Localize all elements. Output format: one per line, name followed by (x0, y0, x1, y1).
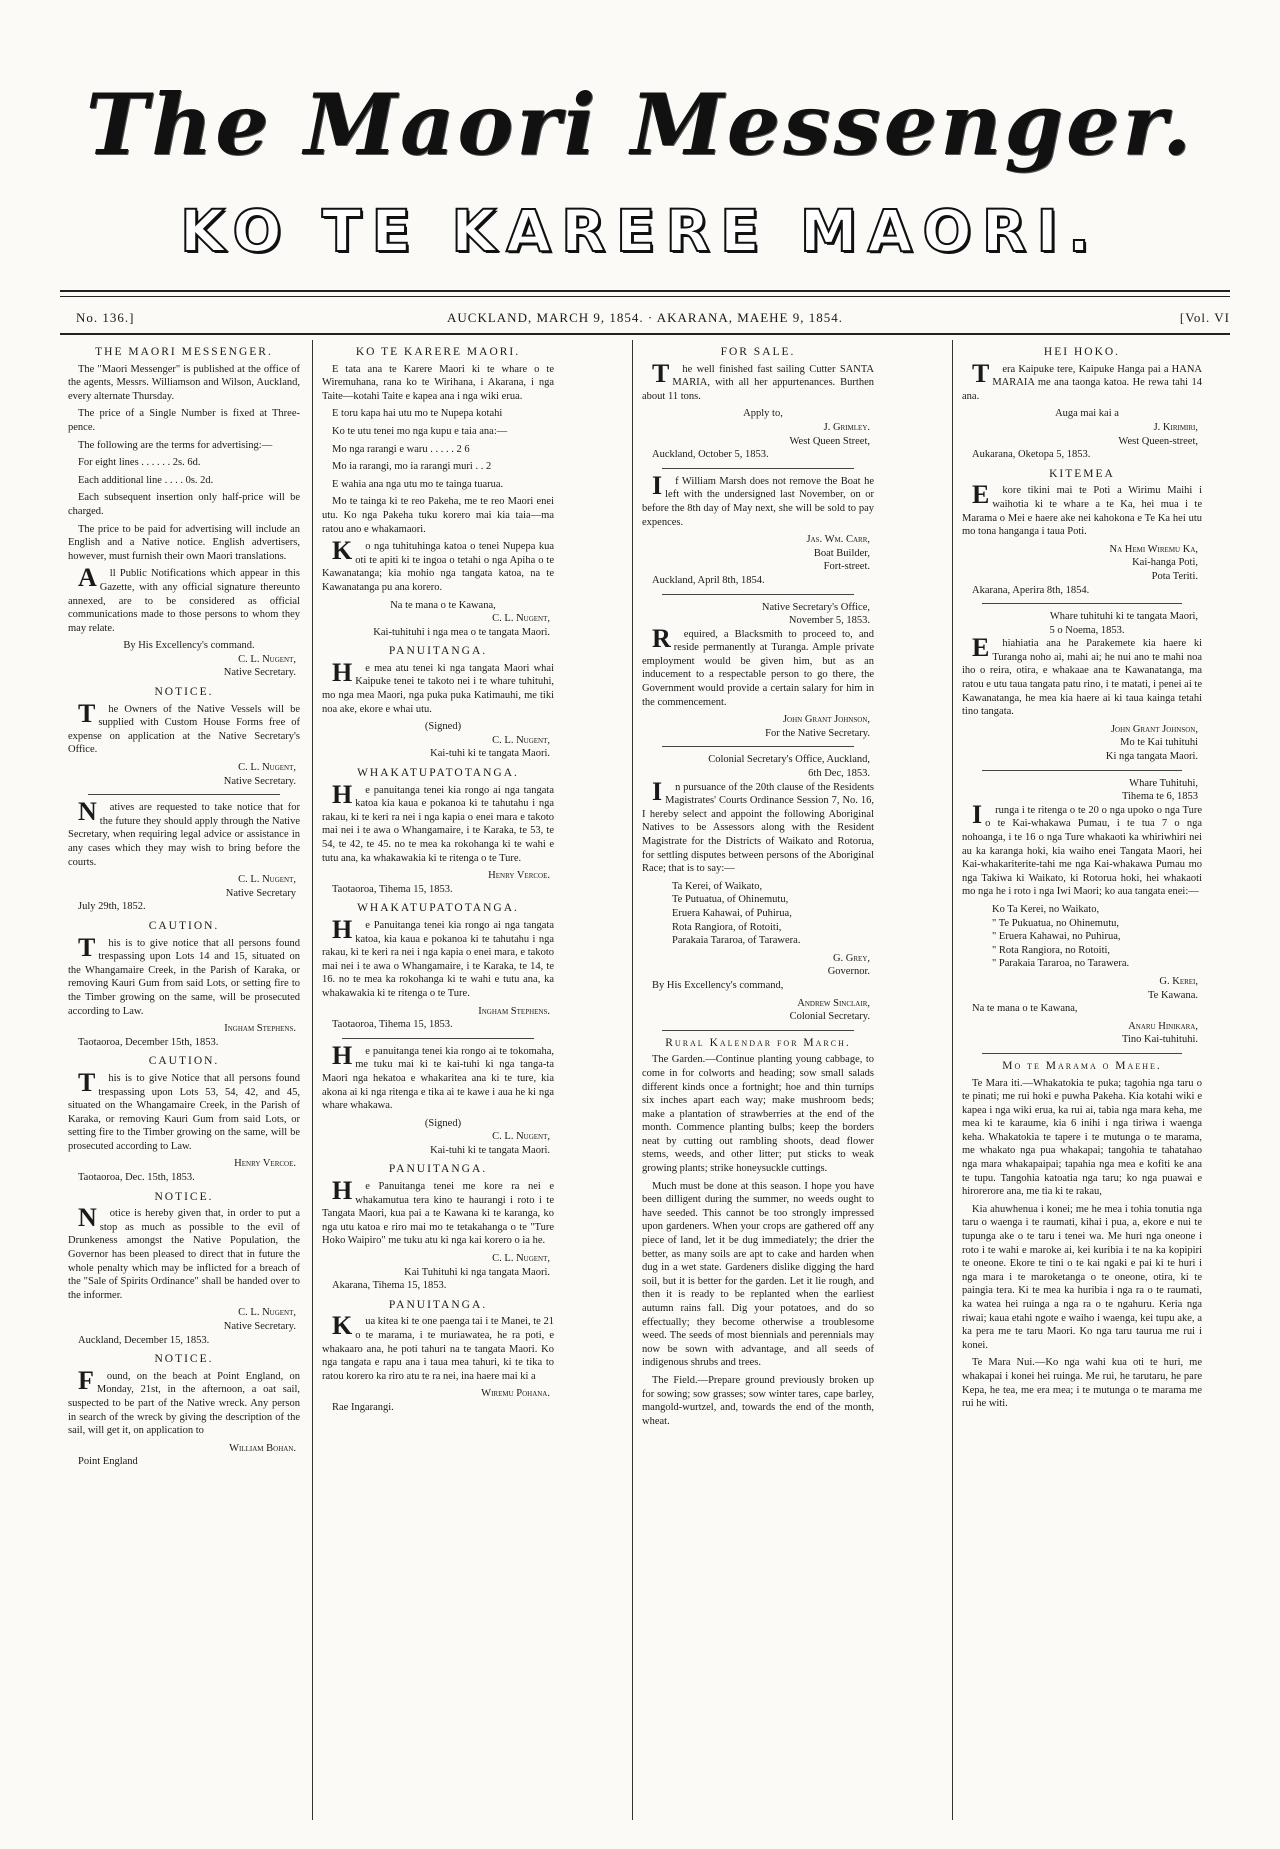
office-line: Colonial Secretary's Office, Auckland, (708, 754, 870, 766)
column-3 (642, 340, 874, 1820)
masthead-rule (60, 290, 1230, 292)
separator (662, 1030, 854, 1031)
signature-title: Fort-street. (823, 561, 870, 573)
paragraph: The "Maori Messenger" is published at the office of the agents, Messrs. Williamson and Wilson, Auckland, every alternate Thursday. (68, 363, 300, 402)
issue-date: AUCKLAND, MARCH 9, 1854. · AKARANA, MAEHE 9, 1854. (447, 310, 843, 325)
office-line: Native Secretary's Office, (761, 601, 870, 613)
assessor-list (992, 903, 1202, 971)
separator (662, 468, 854, 469)
list-item: Ta Kerei, of Waikato, (672, 880, 763, 892)
separator (982, 770, 1182, 771)
office-date: Tihema te 6, 1853 (1121, 791, 1198, 803)
paragraph: Irunga i te ritenga o te 20 o nga upoko o nga Ture o te Kai-whakawa Pumau, i te tua 7 o nga nohoanga, i te 16 o nga Ture whakaoti ka whiriwhiri nei au ka karanga hoki, kia waiho enei Tangata Maori, hei Kai-whakariterite-tahi me nga Kai-whakawa Pumau mo nga Takiwa ki Waikato, ki Rotorua hoki, hei whakaoti mo nga he i roto i nga Iwi Maori; ko aua tangata enei:— (962, 799, 1202, 898)
column-4 (962, 340, 1202, 1820)
command-line: By His Excellency's command. (123, 640, 255, 652)
paragraph: He mea atu tenei ki nga tangata Maori whai Kaipuke tenei te takoto nei i te whare tuhituhi, mo nga mea Maori, nga puka puka Katimauhi, me tiki noa ake, ekore e whai utu. (322, 657, 554, 715)
paragraph: The Owners of the Native Vessels will be supplied with Custom House Forms free of expense on application at the Native Secretary's Office. (68, 698, 300, 756)
signature: C. L. Nugent, (238, 1307, 296, 1319)
office-line: Whare tuhituhi ki te tangata Maori, (1049, 611, 1198, 623)
signature: Wiremu Pohana. (481, 1388, 550, 1400)
signature-title: Tino Kai-tuhituhi. (1121, 1034, 1198, 1046)
issue-number: No. 136.] (76, 310, 135, 325)
signature: Na Hemi Wiremu Ka, (1109, 543, 1198, 555)
signature: C. L. Nugent, (238, 762, 296, 774)
heading: HEI HOKO. (1043, 346, 1121, 358)
signature-title: Ki nga tangata Maori. (1105, 751, 1198, 763)
paragraph: This is to give notice that all persons found trespassing upon Lots 14 and 15, situated on the Whangamaire Creek, in the Parish of Karaka, or removing Kauri Gum from said Lots, or setting fire to the Timber growing on the same, will be prosecuted according to Law. (68, 932, 300, 1017)
heading: NOTICE. (154, 1190, 214, 1203)
signature: John Grant Johnson, (1110, 723, 1198, 735)
dateline (60, 306, 1230, 330)
signature: Ingham Stephens. (224, 1023, 296, 1035)
paragraph: Te Mara Nui.—Ko nga wahi kua oti te huri, me whakapai i konei hei ruinga. Me rui, he tarutaru, he pare Kepa, he tea, me era mea; i te mutunga o te marama me rui he witi. (962, 1357, 1202, 1410)
rate-line: Each additional line . . . . 0s. 2d. (78, 474, 214, 486)
paragraph: E wahia ana nga utu mo te tainga tuarua. (332, 478, 504, 490)
paragraph: The following are the terms for advertising:— (78, 439, 273, 451)
signature-title: Governor. (827, 966, 870, 978)
signature-title: Pota Teriti. (1151, 570, 1198, 582)
signature: Henry Vercoe. (234, 1158, 296, 1170)
signature: C. L. Nugent, (492, 1253, 550, 1265)
paragraph: Mo te tainga ki te reo Pakeha, me te reo Maori enei utu. Ko nga Pakeha tuku korero mai kia taia—ma ratou ano e whakamaori. (322, 496, 554, 535)
signature: Anaru Hinikara, (1128, 1020, 1198, 1032)
paragraph: Kia ahuwhenua i konei; me he mea i tohia tonutia nga taru o waenga i te raumati, kihai i pua, a, ekore e nui te tupunga ake o te taru i tenei wa. Me huri nga oneone i roto i te wahi e maroke ai, kei kuribia i te na ka kopipiri te oneone. Ekore te tini o te kai ngaki e pai ki te huri i nga mara i te maroketanga o te oneone, otira, ki te paingia tera. Ki te mea ka huribia i nga ra o te raumati, ka watea hei ruinga a nga ra o te ngahuru. Keria nga riwai; kaua etahi ngote e waiho i waenga, kei tupu ake, a ka pera me te taru Maori. Ko nga taru taurua me rui i konei. (962, 1203, 1202, 1351)
date-line: Auckland, October 5, 1853. (652, 449, 769, 461)
date-line: Akarana, Aperira 8th, 1854. (972, 584, 1090, 596)
separator (88, 794, 280, 795)
signature-title: Mo te Kai tuhituhi (1120, 737, 1198, 749)
signature: Andrew Sinclair, (797, 997, 870, 1009)
masthead-rule-thin (60, 296, 1230, 297)
list-item: Rota Rangiora, of Rotoiti, (672, 921, 782, 933)
heading: PANUITANGA. (388, 645, 488, 658)
date-line: Taotaoroa, Tihema 15, 1853. (332, 1019, 453, 1031)
paragraph: Much must be done at this season. I hope you have been dilligent during the summer, no weeds ought to have seeded. This cannot be too strongly impressed upon gardeners. When your crops are gathered off any piece of land, let it be dug immediately; the drier the better, as many soils are apt to cake and harden when dug in a wet state. Gardeners dislike digging the hard soil, but it is better for the garden. Let it lie rough, and then it is ready to be replanted when the earliest autumn rains fall. Dig your potatoes, and do so effectually; they become otherwise a troublesome weed. The seeds of most biennials and perennials may now be sown with advantage, and all seeds of indigenous shrubs and trees. (642, 1180, 874, 1369)
paragraph: Kua kitea ki te one paenga tai i te Manei, te 21 o te marama, i te muriawatea, he ra poti, e whakaaro ana, he poti tahuri na te tangata Maori. Ko nga tangata e rapu ana i taua mea tahuri, ki te tika to ratou korero ka riro atu te ra nei, ina haere mai ki a (322, 1311, 554, 1382)
signature: C. L. Nugent, (492, 1131, 550, 1143)
paragraph: Ekore tikini mai te Poti a Wirimu Maihi i waihotia ki te whare a te Ka, hei mua i te Marama o Mei e haere ake nei kahokona e Te Ka hei utu mo tona hanganga i taua Poti. (962, 480, 1202, 538)
date-line: Rae Ingarangi. (332, 1401, 394, 1413)
column-rule (632, 340, 633, 1820)
signature-title: Native Secretary. (223, 1321, 296, 1332)
signature: J. Grimley. (823, 421, 870, 433)
list-item: " Parakaia Tararoa, no Tarawera. (992, 958, 1130, 970)
date-line: Aukarana, Oketopa 5, 1853. (972, 449, 1091, 461)
paragraph: Notice is hereby given that, in order to put a stop as much as possible to the evil of Drunkeness amongst the Native Population, the Governor has been pleased to direct that in future the whole penalty which may be inflicted for a breach of the "Sale of Spirits Ordinance" shall be handed over to the informer. (68, 1203, 300, 1301)
signature-title: Kai-tuhi ki te tangata Maori. (430, 1144, 550, 1156)
signature-title: Colonial Secretary. (789, 1011, 870, 1023)
signed-note: (Signed) (424, 721, 462, 733)
command-line: By His Excellency's command, (652, 979, 784, 991)
paragraph: The well finished fast sailing Cutter SANTA MARIA, with all her appurtenances. Burthen about 11 tons. (642, 358, 874, 402)
paragraph: All Public Notifications which appear in this Gazette, with any official signature thereunto annexed, are to be considered as official communications made to those persons to whom they may relate. (68, 563, 300, 634)
separator (982, 1053, 1182, 1054)
signature: Ingham Stephens. (478, 1005, 550, 1017)
heading: FOR SALE. (720, 346, 796, 358)
paragraph: The Garden.—Continue planting young cabbage, to come in for colworts and heading; sow small salads different kinds once a fortnight; hoe and thin turnips six inches apart each way; make mushroom beds; make a plantation of strawberries at the end of the month. Commence planting bulbs; keep the borders neat by cutting out rambling shoots, dead flower stems, weeds, and other litter; put sticks to weak growing plants; strike honeysuckle cuttings. (642, 1054, 874, 1175)
paragraph: The price to be paid for advertising will include an English and a Native notice. English advertisers, however, must furnish their own Maori translations. (68, 523, 300, 562)
paragraph: This is to give Notice that all persons found trespassing upon Lots 53, 54, 42, and 45, situated on the Whangamaire Creek, in the Parish of Karaka, or removing Kauri Gum from said Lots, or setting fire to the Timber growing on the same, will be prosecuted according to Law. (68, 1067, 300, 1152)
paragraph: Found, on the beach at Point England, on Monday, 21st, in the afternoon, a oat sail, suspected to be part of the Native wreck. Any person in search of the wreck by giving the description of the sail, will get it, on application to (68, 1365, 300, 1437)
signed-note: (Signed) (424, 1117, 462, 1129)
paragraph: Ehiahiatia ana he Parakemete kia haere ki Turanga noho ai, mahi ai; he nui ano te mahi noa iho o reira, otira, e whakaae ana te Kawanatanga, ma ratou e utu taua tangata patu rino, i te matati, i penei ai te Kawanatanga, he mea kia haere ai ki taua kainga tetahi tino tangata. (962, 633, 1202, 718)
volume-number: [Vol. VI (1179, 310, 1230, 325)
signature-title: For the Native Secretary. (765, 727, 870, 739)
list-item: Te Putuatua, of Ohinemutu, (672, 894, 789, 906)
signature-title: Te Kawana. (1148, 989, 1198, 1001)
signature-title: West Queen Street, (789, 435, 870, 447)
paragraph: The price of a Single Number is fixed at Three-pence. (68, 408, 300, 433)
signature: G. Kerei, (1159, 975, 1198, 987)
signature: Jas. Wm. Carr, (806, 534, 870, 546)
heading: NOTICE. (154, 1353, 214, 1366)
command-line: Na te mana o te Kawana, (390, 599, 496, 611)
heading: WHAKATUPATOTANGA. (357, 902, 519, 915)
paragraph: He Panuitanga tenei me kore ra nei e whakamutua tera kino te haurangi i roto i te Tangata Maori, kua pai a te Kawana ki te karanga, ko nga utu katoa e riro mai mo te tetakahanga o te "Ture Hoko Waipiro" me tuku atu ki nga kai korero o ia he. (322, 1176, 554, 1247)
paragraph: He panuitanga tenei kia rongo ai nga tangata katoa kia kaua e pokanoa ki te tahutahu i nga rakau, ki te keri ra nei i nga kapia o enei mara e takoto mai nei i te awa o Whangamaire, i te Karaka, te 53, te 54, te 42, te 45. no te mea ka rokohanga ki te wahi e tutu ana, ka whakawakia ki te ritenga o te Ture. (322, 779, 554, 864)
apply-line: Apply to, (743, 408, 783, 420)
signature-title: Kai Tuhituhi ki nga tangata Maori. (404, 1266, 550, 1278)
signature: C. L. Nugent, (492, 734, 550, 746)
signature-title: Native Secretary. (223, 775, 296, 787)
separator (982, 603, 1182, 604)
signature-title: Kai-tuhi ki te tangata Maori. (430, 748, 550, 760)
heading: THE MAORI MESSENGER. (95, 346, 273, 358)
paragraph: Ko nga tuhituhinga katoa o tenei Nupepa kua oti te apiti ki te ingoa o tetahi o nga Apiha o te Kawanatanga; kia mohio nga tangata katoa, na te Kawanatanga pu ana korero. (322, 536, 554, 593)
assessor-list (672, 880, 874, 948)
signature: C. L. Nugent, (492, 613, 550, 625)
signature-title: Boat Builder, (813, 547, 870, 559)
separator (662, 746, 854, 747)
heading: CAUTION. (148, 919, 220, 932)
date-line: Taotaoroa, Dec. 15th, 1853. (78, 1172, 195, 1184)
column-rule (952, 340, 953, 1820)
paragraph: The Field.—Prepare ground previously broken up for sowing; sow grasses; sow winter tares, cape barley, mangold-wurtzel, and, towards the end of the month, wheat. (642, 1374, 874, 1427)
paragraph: He Panuitanga tenei kia rongo ai nga tangata katoa, kia kaua e pokanoa ki te tahutahu i nga rakau, ki te keri ra nei i nga kapia o enei mara, e takoto mai nei i te awa o Whangamaire, i te Karaka, te 14, te 16. no te mea ka rokohanga ki te wahi e tutu ana, ka whakawakia ki te ritenga o te Ture. (322, 914, 554, 999)
list-item: " Rota Rangiora, no Rotoiti, (992, 944, 1111, 956)
date-line: Akarana, Tihema 15, 1853. (332, 1280, 447, 1292)
heading: Mo te Marama o Maehe. (1002, 1059, 1162, 1072)
list-item: " Eruera Kahawai, no Puhirua, (992, 931, 1121, 943)
command-line: Na te mana o te Kawana, (972, 1003, 1078, 1015)
heading: PANUITANGA. (388, 1298, 488, 1311)
date-line: Auckland, December 15, 1853. (78, 1334, 210, 1346)
signature: G. Grey, (832, 952, 870, 964)
paragraph: E toru kapa hai utu mo te Nupepa kotahi (332, 408, 503, 420)
heading: CAUTION. (148, 1055, 220, 1068)
list-item: Ko Ta Kerei, no Waikato, (992, 903, 1100, 915)
heading: PANUITANGA. (388, 1163, 488, 1176)
column-2 (322, 340, 554, 1820)
column-rule (312, 340, 313, 1820)
heading: Rural Kalendar for March. (665, 1036, 851, 1049)
office-date: November 5, 1853. (788, 615, 870, 627)
signature-title: Kai-tuhituhi i nga mea o te tangata Maori. (373, 626, 550, 638)
heading: KO TE KARERE MAORI. (355, 346, 521, 358)
signature: C. L. Nugent, (238, 653, 296, 665)
rate-line: For eight lines . . . . . . 2s. 6d. (78, 457, 201, 469)
paragraph: Te Mara iti.—Whakatokia te puka; tagohia nga taru o te pinati; me rui hoki e puwha Pakeha. Kia kotahi wiki e kapea i nga wiki erua, ka rui ai, tabia nga mara keha, me mea ki te karaume, kia 6 inihi i nga tiriwa i waenga keha. Whakatokia te tapere i te mutunga o te marama, me whakato nga pua whakapai; tangohia te tahatahao nga mara whakapaipai; tapahia nga mea e kofiti ke ana te tupu. Tangohia katoatia nga taru; ko nga puawai e hirorerore ana, me tia ki te rakau, (962, 1077, 1202, 1198)
masthead-title: The Maori Messenger. (85, 75, 1195, 174)
apply-line: Auga mai kai a (1055, 408, 1119, 420)
signature-title: Native Secretary (225, 887, 296, 899)
separator (342, 1038, 534, 1039)
paragraph: E tata ana te Karere Maori ki te whare o te Wiremuhana, rana ko te Wirihana, i Akarana, i nga Taite—kotahi Taite e kapea ana i nga wiki erua. (322, 363, 554, 402)
list-item: " Te Pukuatua, no Ohinemutu, (992, 917, 1120, 929)
list-item: Eruera Kahawai, of Puhirua, (672, 907, 792, 919)
date-line: Auckland, April 8th, 1854. (652, 574, 765, 586)
signature-title: West Queen-street, (1118, 435, 1198, 447)
paragraph: He panuitanga tenei kia rongo ai te tokomaha, me tuku mai ki te kai-tuhi ki nga tanga-ta Maori nga hekatoa e whakaritea ana ki te ture, kia akona ai ki nga ritenga e tika ai te kawe i aua he ki nga whare whakawa. (322, 1040, 554, 1112)
paragraph: Tera Kaipuke tere, Kaipuke Hanga pai a HANA MARAIA me ana taonga katoa. He rewa tahi 14 ana. (962, 358, 1202, 402)
separator (662, 594, 854, 595)
paragraph: Ko te utu tenei mo nga kupu e taia ana:— (332, 425, 508, 437)
office-date: 6th Dec, 1853. (808, 768, 870, 780)
office-line: Whare Tuhituhi, (1129, 777, 1198, 789)
rate-line: Mo ia rarangi, mo ia rarangi muri . . 2 (332, 461, 492, 473)
signature: William Bohan. (229, 1442, 296, 1454)
dateline-rule (60, 333, 1230, 335)
paragraph: Required, a Blacksmith to proceed to, and reside permanently at Turanga. Ample private employment would be given him, but as an inducement to a respectable person to go there, the Government would provide a certain salary for him in the commencement. (642, 623, 874, 708)
heading: NOTICE. (154, 686, 214, 699)
paragraph: If William Marsh does not remove the Boat he left with the undersigned last November, on or before the 8th day of May next, she will be sold to pay expences. (642, 470, 874, 528)
signature: Henry Vercoe. (488, 870, 550, 882)
paragraph: Natives are requested to take notice that for the future they should apply through the Native Secretary, when requiring legal advice or assistance in any cases which they may wish to bring before the courts. (68, 797, 300, 868)
signature: J. Kirimiri, (1153, 421, 1198, 433)
heading: WHAKATUPATOTANGA. (357, 767, 519, 780)
signature-title: Native Secretary. (223, 667, 296, 679)
paragraph: In pursuance of the 20th clause of the Residents Magistrates' Courts Ordinance Session 7, No. 16, I hereby select and appoint the following Aboriginal Natives to be Assessors along with the Resident Magistrate for the Districts of Waikato and Rotorua, for settling disputes between persons of the Aboriginal Race; that is to say:— (642, 776, 874, 875)
signature: C. L. Nugent, (238, 874, 296, 886)
masthead-subtitle: KO TE KARERE MAORI. (180, 197, 1100, 265)
paragraph: Each subsequent insertion only half-price will be charged. (68, 492, 300, 517)
date-line: Point England (78, 1456, 138, 1468)
column-1 (68, 340, 300, 1820)
list-item: Parakaia Tararoa, of Tarawera. (672, 935, 801, 947)
signature-title: Kai-hanga Poti, (1132, 557, 1198, 569)
rate-line: Mo nga rarangi e waru . . . . . 2 6 (332, 443, 470, 455)
date-line: Taotaoroa, December 15th, 1853. (78, 1036, 219, 1048)
signature: John Grant Johnson, (782, 714, 870, 726)
office-date: 5 o Noema, 1853. (1049, 624, 1125, 636)
date-line: Taotaoroa, Tihema 15, 1853. (332, 883, 453, 895)
heading: KITEMEA (1049, 467, 1115, 480)
date-line: July 29th, 1852. (78, 901, 146, 913)
